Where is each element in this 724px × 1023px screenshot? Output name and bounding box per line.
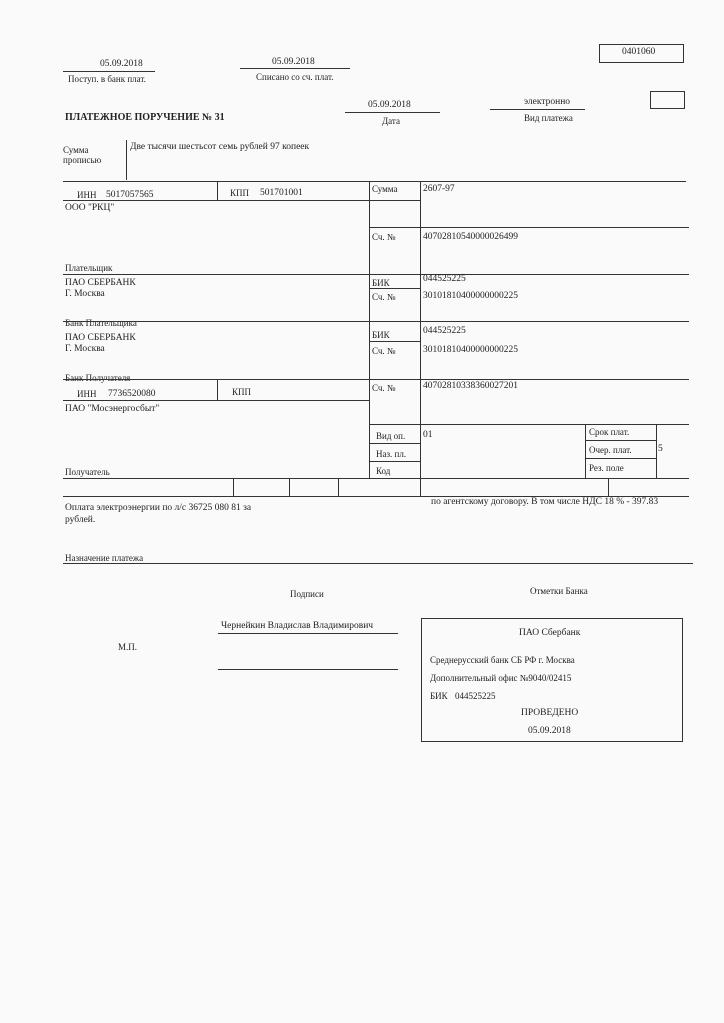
payee-kpp-label: КПП: [232, 387, 252, 397]
payee-bank-account-label: Сч. №: [372, 346, 396, 356]
purpose-line2: рублей.: [65, 515, 96, 525]
payer-bank-account-label: Сч. №: [372, 292, 396, 302]
stamp-status: ПРОВЕДЕНО: [521, 708, 579, 718]
amount-words-label-2: прописью: [63, 155, 102, 165]
payee-bik: 044525225: [423, 326, 466, 336]
payee-name: ПАО "Мосэнергосбыт": [65, 404, 160, 414]
payer-inn: 5017057565: [106, 190, 154, 200]
rez-label: Рез. поле: [589, 463, 624, 473]
ocher: 5: [658, 444, 663, 454]
payee-bank-account: 30101810400000000225: [423, 345, 518, 355]
kod-label: Код: [376, 466, 391, 476]
payer-kpp: 501701001: [260, 188, 303, 198]
payer-name: ООО "РКЦ": [65, 203, 115, 213]
purpose-line1-left: Оплата электроэнергии по л/с 36725 080 81 за: [65, 503, 252, 513]
signatures-label: Подписи: [290, 589, 324, 599]
payer-bank-name: ПАО СБЕРБАНК: [65, 278, 136, 288]
purpose-label: Назначение платежа: [65, 553, 144, 563]
document-date: 05.09.2018: [368, 100, 411, 110]
ocher-label: Очер. плат.: [589, 445, 632, 455]
payee-bank-city: Г. Москва: [65, 344, 105, 354]
payee-bank-name: ПАО СБЕРБАНК: [65, 333, 136, 343]
stamp-bik-label: БИК: [430, 691, 448, 701]
stamp-office: Дополнительный офис №9040/02415: [430, 673, 572, 683]
payer-bik-label: БИК: [372, 278, 390, 288]
received-date: 05.09.2018: [100, 59, 143, 69]
amount-label: Сумма: [372, 184, 398, 194]
payer-inn-label: ИНН: [77, 190, 97, 200]
date-label: Дата: [382, 116, 400, 126]
payee-bank-label: Банк Получателя: [65, 373, 131, 383]
bank-marks-label: Отметки Банка: [530, 586, 588, 596]
payment-type: электронно: [524, 97, 571, 107]
purpose-line1-right: по агентскому договору. В том числе НДС 18 % - 397.83: [431, 497, 659, 507]
received-label: Поступ. в банк плат.: [68, 74, 146, 84]
amount: 2607-97: [423, 184, 455, 194]
stamp-bik: 044525225: [455, 691, 496, 701]
stamp-label: М.П.: [118, 642, 138, 652]
debited-label: Списано со сч. плат.: [256, 72, 334, 82]
amount-words-label: Сумма: [63, 145, 89, 155]
stamp-branch: Среднерусский банк СБ РФ г. Москва: [430, 655, 575, 665]
payer-bank-label: Банк Плательщика: [65, 318, 137, 328]
srok-label: Срок плат.: [589, 427, 630, 437]
payee-inn: 7736520080: [108, 389, 156, 399]
stamp-date: 05.09.2018: [528, 726, 571, 736]
priority-box: [650, 91, 685, 109]
payer-bank-city: Г. Москва: [65, 289, 105, 299]
vid-op: 01: [423, 430, 433, 440]
payer-bik: 044525225: [423, 274, 466, 284]
amount-words: Две тысячи шестьсот семь рублей 97 копеек: [130, 142, 310, 152]
payee-account: 40702810338360027201: [423, 381, 518, 391]
payee-account-label: Сч. №: [372, 383, 396, 393]
payer-kpp-label: КПП: [230, 188, 250, 198]
payee-inn-label: ИНН: [77, 389, 97, 399]
payment-type-label: Вид платежа: [524, 113, 573, 123]
payer-label: Плательщик: [65, 263, 113, 273]
naz-pl-label: Наз. пл.: [376, 449, 407, 459]
payee-bik-label: БИК: [372, 330, 390, 340]
payer-account-label: Сч. №: [372, 232, 396, 242]
stamp-bank: ПАО Сбербанк: [519, 628, 581, 638]
vid-op-label: Вид оп.: [376, 431, 406, 441]
form-code: 0401060: [622, 47, 656, 57]
payer-bank-account: 30101810400000000225: [423, 291, 518, 301]
page-title: ПЛАТЕЖНОЕ ПОРУЧЕНИЕ № 31: [65, 112, 225, 123]
payee-label: Получатель: [65, 467, 110, 477]
debited-date: 05.09.2018: [272, 57, 315, 67]
signer-name: Чернейкин Владислав Владимирович: [221, 621, 374, 631]
payer-account: 40702810540000026499: [423, 232, 518, 242]
